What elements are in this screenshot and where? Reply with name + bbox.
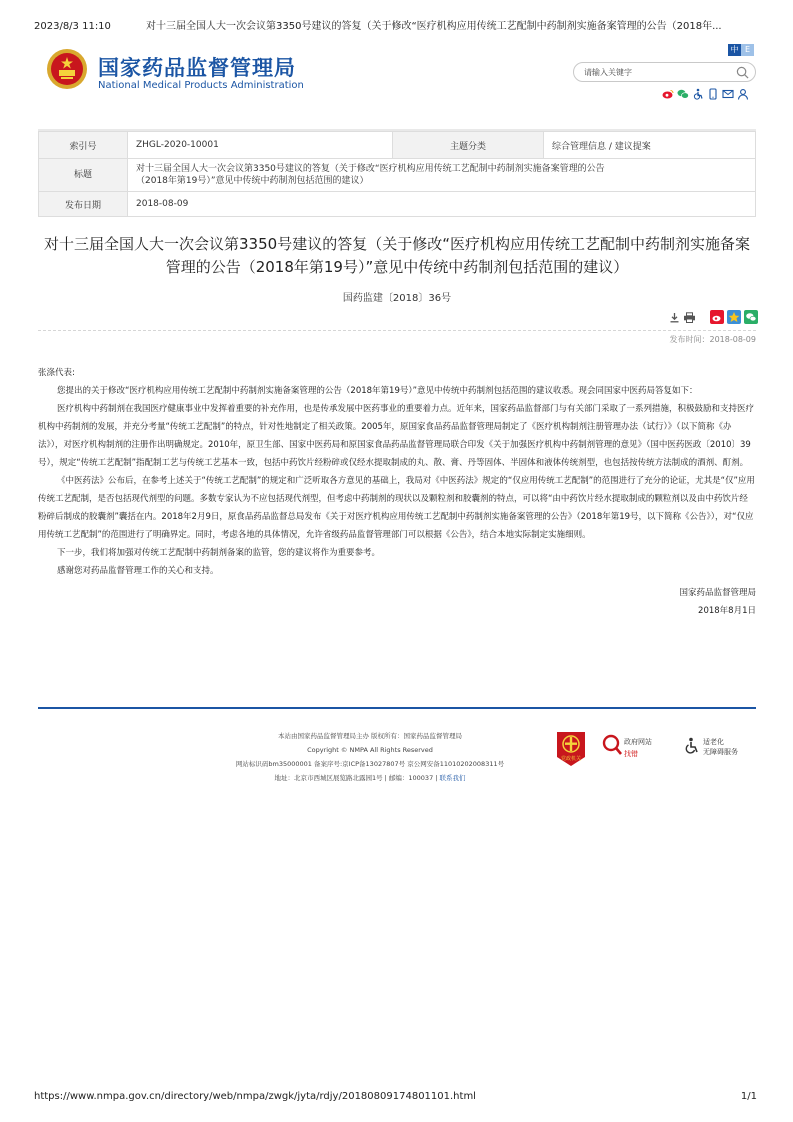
share-qzone-icon[interactable]	[727, 310, 741, 324]
language-switch	[728, 44, 754, 56]
mail-icon[interactable]	[722, 88, 734, 100]
accessibility-service-icon	[683, 737, 701, 755]
print-page-title: 对十三届全国人大一次会议第3350号建议的答复（关于修改“医疗机构应用传统工艺配制中药制剂实施备案管理的公告（2018年...	[146, 21, 722, 32]
category-value: 综合管理信息 / 建议提案	[544, 132, 756, 159]
contact-us-link[interactable]: 联系我们	[439, 774, 466, 782]
meta-info-table	[38, 131, 756, 217]
footer-registration: 网站标识码bm35000001 备案序号:京ICP备13027807号 京公网安备11010202008311号	[235, 760, 505, 768]
print-url: https://www.nmpa.gov.cn/directory/web/nmpa/zwgk/jyta/rdjy/20180809174801101.html	[34, 1091, 476, 1102]
user-icon[interactable]	[737, 88, 749, 100]
party-gov-badge-icon[interactable]	[555, 731, 587, 767]
print-datetime: 2023/8/3 11:10	[34, 21, 111, 32]
search-input[interactable]	[584, 65, 724, 79]
print-header	[34, 17, 757, 32]
accessibility-icon[interactable]	[692, 88, 704, 100]
date-label: 发布日期	[39, 192, 128, 217]
article-title: 对十三届全国人大一次会议第3350号建议的答复（关于修改“医疗机构应用传统工艺配制中药制剂实施备案管理的公告（2018年第19号）”意见中传统中药制剂包括范围的建议）	[44, 235, 750, 276]
search-icon[interactable]	[736, 66, 749, 79]
paragraph: 感谢您对药品监督管理工作的关心和支持。	[57, 566, 219, 576]
site-footer	[200, 729, 540, 785]
find-error-icon	[602, 734, 622, 756]
meta-row	[39, 192, 756, 217]
footer-sponsor: 本站由国家药品监督管理局主办 版权所有：国家药品监督管理局	[277, 732, 463, 740]
title-label: 标题	[39, 159, 128, 192]
index-label: 索引号	[39, 132, 128, 159]
site-name-cn[interactable]: 国家药品监督管理局	[98, 56, 296, 80]
paragraph: 下一步，我们将加强对传统工艺配制中药制剂备案的监管，您的建议将作为重要参考。	[57, 548, 381, 558]
date-value: 2018-08-09	[128, 192, 756, 217]
salutation: 张涤代表:	[38, 368, 75, 378]
publish-divider	[38, 330, 756, 331]
mobile-icon[interactable]	[707, 88, 719, 100]
paragraph: 您提出的关于修改“医疗机构应用传统工艺配制中药制剂实施备案管理的公告（2018年第19号）”意见中传统中药制剂包括范围的建议收悉。现会同国家中医药局答复如下：	[57, 386, 698, 396]
national-emblem-icon	[46, 48, 88, 90]
document-number: 国药监建〔2018〕36号	[342, 293, 452, 304]
meta-row	[39, 159, 756, 192]
footer-address	[200, 771, 540, 785]
share-wechat-icon[interactable]	[744, 310, 758, 324]
footer-divider	[38, 707, 756, 709]
lang-en-button[interactable]: E	[741, 44, 754, 56]
search-box	[573, 62, 756, 82]
site-name-en[interactable]: National Medical Products Administration	[98, 80, 304, 91]
article-body	[38, 364, 756, 620]
footer-address-text: 地址：北京市西城区展览路北露园1号 | 邮编：100037 |	[274, 774, 438, 782]
elderly-label: 适老化	[703, 738, 724, 746]
publish-date: 发布时间：2018-08-09	[669, 335, 756, 344]
find-error-label: 找错	[624, 750, 638, 758]
sign-date: 2018年8月1日	[698, 606, 756, 616]
party-gov-badge-text: 党政机关	[560, 756, 582, 762]
title-value: 对十三届全国人大一次会议第3350号建议的答复（关于修改“医疗机构应用传统工艺配制中药制剂实施备案管理的公告（2018年第19号）”意见中传统中药制剂包括范围的建议）	[128, 159, 756, 192]
wechat-icon[interactable]	[677, 88, 689, 100]
meta-row	[39, 132, 756, 159]
index-value: ZHGL-2020-10001	[128, 132, 393, 159]
social-links	[662, 88, 749, 100]
paragraph: 医疗机构中药制剂在我国医疗健康事业中发挥着重要的补充作用，也是传承发展中医药事业的重要着力点。近年来，国家药品监督部门与有关部门采取了一系列措施，积极鼓励和支持医疗机构中药制剂的发展，并充分考量“传统工艺配制”的特点，针对性地制定了相关政策。2005年，原国家食品药品监督管理局制定了《医疗机构制剂注册管理办法（试行）》（以下简称《办法》），对医疗机构制剂的注册作出明确规定。2010年，原卫生部、国家中医药局和原国家食品药品监督管理局联合印发《关于加强医疗机构中药制剂管理的意见》（国中医药医政〔2010〕39号），规定“传统工艺配制”指配制工艺与传统工艺基本一致，包括中药饮片经粉碎或仅经水提取制成的丸、散、膏、丹等固体、半固体和液体传统剂型，也包括按传统方法制成的酒剂、酊剂。	[38, 404, 755, 468]
signature: 国家药品监督管理局	[679, 588, 756, 598]
download-icon[interactable]	[669, 312, 680, 323]
paragraph: 《中医药法》公布后，在参考上述关于“传统工艺配制”的规定和广泛听取各方意见的基础上，我局对《中医药法》规定的“仅应用传统工艺配制”的范围进行了充分的论证，尤其是“仅”应用传统工艺配制，是否包括现代剂型的问题。多数专家认为不应包括现代剂型，但考虑中药制剂的现状以及颗粒剂和胶囊剂的特点，可以将“由中药饮片经水提取制成的颗粒剂以及由中药饮片经粉碎后制成的胶囊剂”囊括在内。2018年2月9日，原食品药品监督总局发布《关于对医疗机构应用传统工艺配制中药制剂实施备案管理的公告》（2018年第19号，以下简称《公告》），对“仅应用传统工艺配制”的范围进行了明确界定。同时，考虑各地的具体情况，允许省级药品监督管理部门可以根据《公告》，结合本地实际制定实施细则。	[38, 476, 755, 540]
print-page-number: 1/1	[740, 1091, 757, 1102]
gov-site-label: 政府网站	[624, 738, 652, 746]
accessibility-label: 无障碍服务	[703, 748, 738, 756]
lang-zh-button[interactable]: 中	[728, 44, 741, 56]
share-weibo-icon[interactable]	[710, 310, 724, 324]
weibo-icon[interactable]	[662, 88, 674, 100]
category-label: 主题分类	[393, 132, 544, 159]
print-icon[interactable]	[683, 312, 696, 323]
article-tools	[669, 310, 758, 324]
print-footer	[34, 1091, 757, 1102]
footer-copyright: Copyright © NMPA All Rights Reserved	[307, 746, 433, 754]
